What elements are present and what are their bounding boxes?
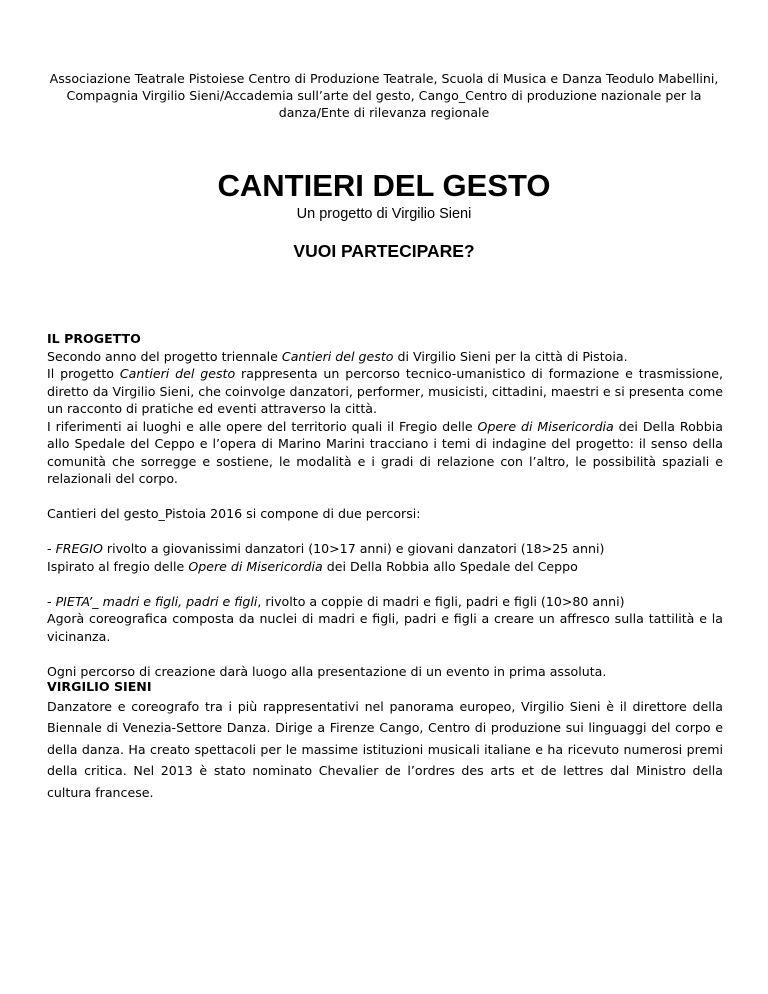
progetto-paragraph-4: Cantieri del gesto_Pistoia 2016 si compone di due percorsi: — [47, 506, 421, 521]
percorso-fregio-line-1: - FREGIO rivolto a giovanissimi danzatori (10>17 anni) e giovani danzatori (18>25 anni) — [47, 541, 605, 556]
page-subtitle: Un progetto di Virgilio Sieni — [296, 206, 472, 222]
progetto-paragraph-1: Secondo anno del progetto triennale Cantieri del gesto di Virgilio Sieni per la città di Pistoia. — [47, 348, 628, 364]
sieni-biography: Danzatore e coreografo tra i più rappresentativi nel panorama europeo, Virgilio Sieni è il direttore della Biennale di Venezia-Settore Danza. Dirige a Firenze Cango, Centro di produzione sui linguaggi del corpo e della danza. Ha creato spettacoli per le massime istituzioni musicali italiane e ha ricevuto numerosi premi della critica. Nel 2013 è stato nominato Chevalier de l’ordres des arts et de lettres dal Ministro della cultura francese. — [47, 698, 723, 800]
percorso-pieta-line-1: - PIETA’_ madri e figli, padri e figli, rivolto a coppie di madri e figli, padri e figli (10>80 anni) — [47, 593, 625, 609]
percorso-fregio-line-2: Ispirato al fregio delle Opere di Misericordia dei Della Robbia allo Spedale del Ceppo — [47, 558, 578, 574]
section-progetto — [47, 330, 723, 680]
section-heading-progetto: IL PROGETTO — [47, 331, 141, 346]
progetto-paragraph-3: I riferimenti ai luoghi e alle opere del territorio quali il Fregio delle Opere di Misericordia dei Della Robbia allo Spedale del Ceppo e l’opera di Marino Marini tracciano i temi di indagine del progetto: il senso della comunità che sorregge e sostiene, le modalità e i gradi di relazione con l’altro, le possibilità spaziali e relazionali del corpo. — [47, 418, 723, 486]
percorso-pieta-line-2: Agorà coreografica composta da nuclei di madri e figli, padri e figli a creare un affresco sulla tattilità e la vicinanza. — [47, 611, 723, 644]
progetto-paragraph-2: Il progetto Cantieri del gesto rappresenta un percorso tecnico-umanistico di formazione e trasmissione, diretto da Virgilio Sieni, che coinvolge danzatori, performer, musicisti, cittadini, maestri e si presenta come un racconto di pratiche ed eventi attraverso la città. — [47, 366, 723, 416]
call-to-action: VUOI PARTECIPARE? — [293, 241, 475, 261]
header-organizations: Associazione Teatrale Pistoiese Centro di Produzione Teatrale, Scuola di Musica e Danza Teodulo Mabellini, Compagnia Virgilio Sieni/Accademia sull’arte del gesto, Cango_Centro di produzione nazionale per la danza/Ente di rilevanza regionale — [49, 71, 719, 120]
section-heading-sieni: VIRGILIO SIENI — [47, 679, 152, 694]
page-title: CANTIERI DEL GESTO — [217, 168, 551, 203]
progetto-paragraph-final: Ogni percorso di creazione darà luogo alla presentazione di un evento in prima assoluta. — [47, 663, 607, 679]
section-virgilio-sieni — [47, 678, 723, 803]
